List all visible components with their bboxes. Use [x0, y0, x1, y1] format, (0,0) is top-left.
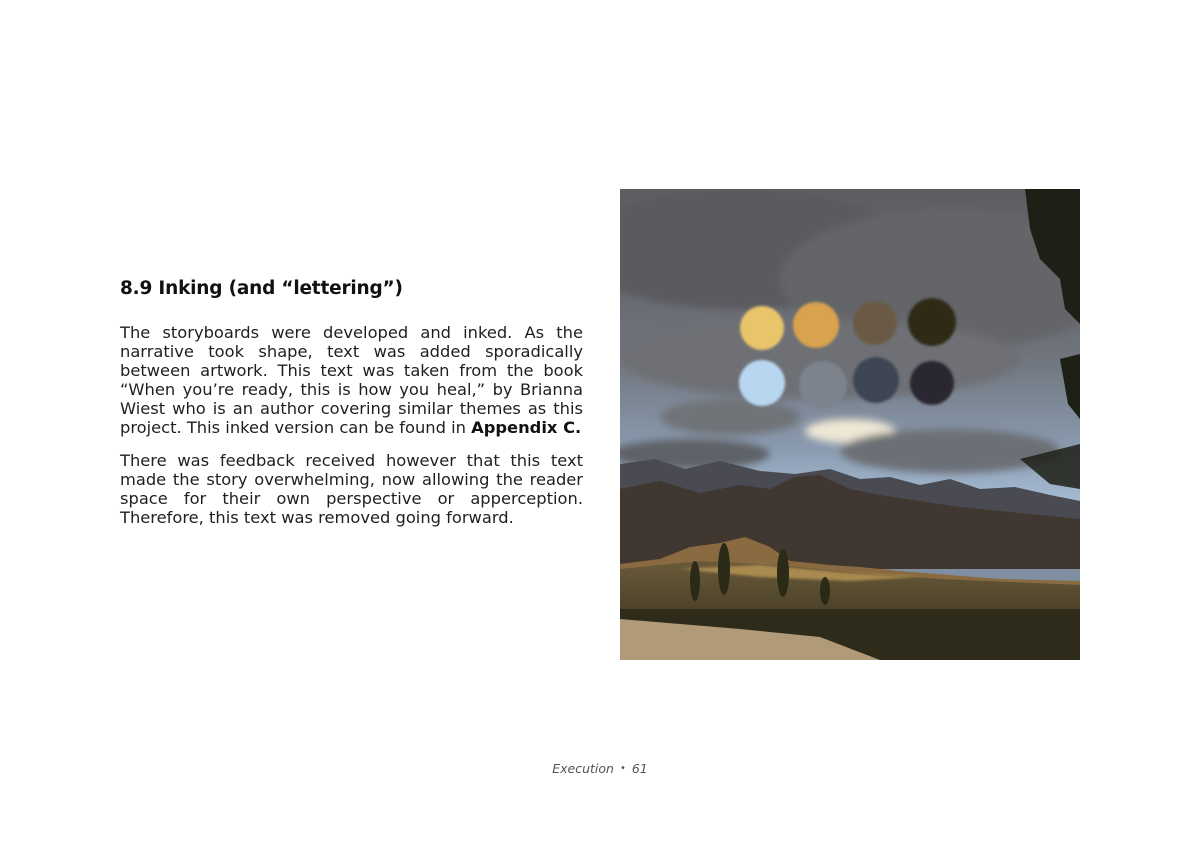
paragraph-feedback: There was feedback received however that this text made the story overwhelming, now allowing the reader space for their own perspective or apperception. Therefore, this text was removed going forward. — [120, 451, 583, 527]
palette-swatch-8 — [910, 361, 954, 405]
palette-swatch-2 — [793, 302, 839, 348]
page-number: 61 — [631, 761, 648, 776]
palette-swatch-4 — [908, 298, 956, 346]
footer-section-name: Execution — [552, 761, 614, 776]
palette-swatch-5 — [739, 360, 785, 406]
palette-swatch-7 — [853, 357, 899, 403]
paragraph-storyboards — [120, 323, 583, 437]
appendix-reference: Appendix C. — [471, 418, 582, 437]
landscape-photo-with-palette — [620, 189, 1080, 660]
palette-swatch-6 — [799, 361, 847, 409]
palette-swatch-1 — [740, 306, 784, 350]
page-footer — [0, 761, 1200, 776]
palette-swatch-3 — [853, 301, 897, 345]
body-text — [120, 323, 583, 541]
section-heading: 8.9 Inking (and “lettering”) — [120, 278, 403, 299]
footer-separator: • — [619, 763, 626, 774]
paragraph-storyboards-text: The storyboards were developed and inked. As the narrative took shape, text was added sporadically between artwork. This text was taken from the book “When you’re ready, this is how you heal,” by Brianna Wiest who is an author covering similar themes as this project. This inked version can be found in — [120, 323, 583, 437]
